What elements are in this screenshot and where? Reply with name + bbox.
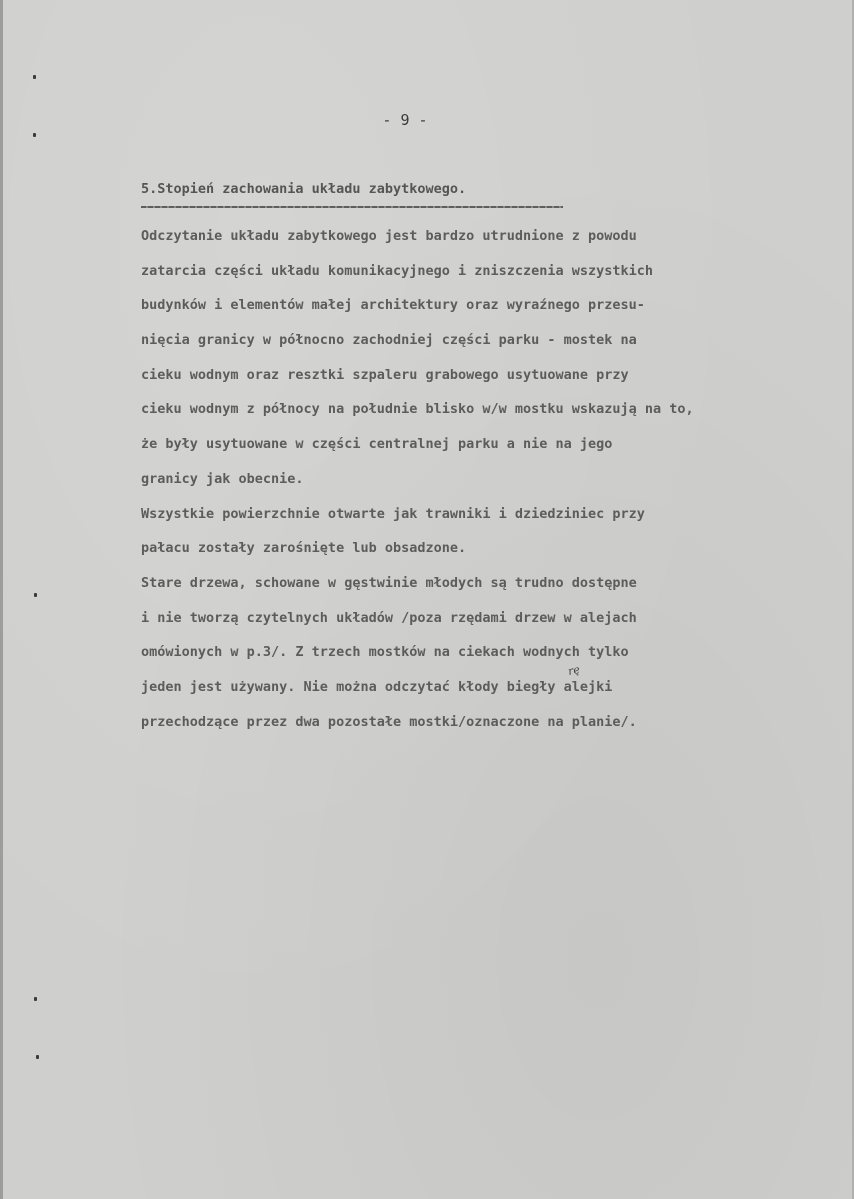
body-line: i nie tworzą czytelnych układów /poza rzędami drzew w alejach bbox=[141, 610, 637, 626]
body-line: cieku wodnym oraz resztki szpaleru grabowego usytuowane przy bbox=[141, 367, 629, 383]
body-line: pałacu zostały zarośnięte lub obsadzone. bbox=[141, 540, 467, 556]
body-line: przechodzące przez dwa pozostałe mostki/oznaczone na planie/. bbox=[141, 714, 637, 730]
body-line: budynków i elementów małej architektury oraz wyraźnego przesu- bbox=[141, 297, 645, 313]
punch-mark bbox=[34, 997, 37, 1001]
page-left-edge bbox=[0, 0, 3, 1199]
page-number: - 9 - bbox=[382, 111, 428, 129]
handwritten-note: rę bbox=[566, 662, 582, 679]
body-line: jeden jest używany. Nie można odczytać kłody biegły alejki bbox=[141, 679, 613, 695]
body-line: granicy jak obecnie. bbox=[141, 471, 304, 487]
body-line: zatarcia części układu komunikacyjnego i zniszczenia wszystkich bbox=[141, 263, 654, 279]
punch-mark bbox=[34, 593, 37, 597]
body-line: cieku wodnym z północy na południe blisko w/w mostku wskazują na to, bbox=[141, 401, 694, 417]
punch-mark bbox=[36, 1055, 39, 1059]
body-line: omówionych w p.3/. Z trzech mostków na ciekach wodnych tylko bbox=[141, 644, 629, 660]
punch-mark bbox=[33, 133, 36, 137]
body-line: Odczytanie układu zabytkowego jest bardzo utrudnione z powodu bbox=[141, 228, 637, 244]
body-line: Stare drzewa, schowane w gęstwinie młodych są trudno dostępne bbox=[141, 575, 637, 591]
body-line: nięcia granicy w północno zachodniej części parku - mostek na bbox=[141, 332, 637, 348]
section-heading: 5.Stopień zachowania układu zabytkowego. bbox=[141, 181, 467, 197]
heading-underline bbox=[141, 206, 563, 208]
body-line: że były usytuowane w części centralnej parku a nie na jego bbox=[141, 436, 613, 452]
punch-mark bbox=[33, 75, 36, 79]
body-line: Wszystkie powierzchnie otwarte jak trawniki i dziedziniec przy bbox=[141, 506, 645, 522]
